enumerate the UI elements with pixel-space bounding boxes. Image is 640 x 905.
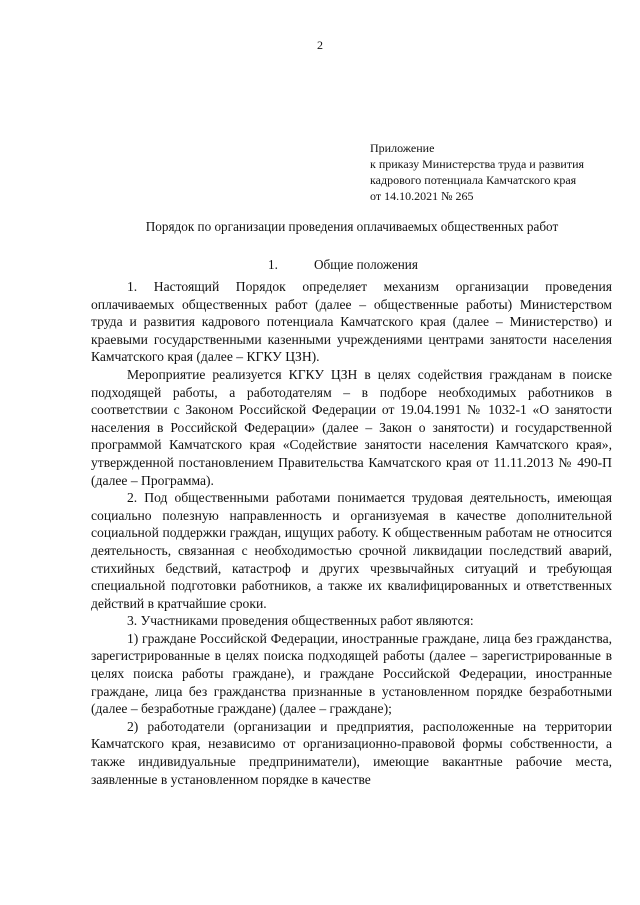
paragraph: 1. Настоящий Порядок определяет механизм организации проведения оплачиваемых общественных работ (далее – общественные работы) Министерством труда и развития кадрового потенциала Камчатского края (далее – Министерство) и краевыми государственными казенными учреждениями центрами занятости населения Камчатского края (далее – КГКУ ЦЗН).: [91, 279, 612, 365]
appendix-line: кадрового потенциала Камчатского края: [370, 173, 577, 187]
paragraph: 2) работодатели (организации и предприятия, расположенные на территории Камчатского края, независимо от организационно-правовой формы собственности, а также индивидуальные предприниматели), имеющие вакантные рабочие места, заявленные в установленном порядке в качестве: [91, 718, 612, 787]
appendix-block: [370, 140, 632, 204]
section-heading: [268, 257, 418, 273]
document-title: Порядок по организации проведения оплачиваемых общественных работ: [145, 219, 559, 234]
appendix-line: Приложение: [370, 141, 435, 155]
section-title: Общие положения: [314, 257, 418, 272]
appendix-line: к приказу Министерства труда и развития: [370, 157, 585, 171]
paragraph: 1) граждане Российской Федерации, иностранные граждане, лица без гражданства, зарегистрированные в целях поиска подходящей работы (далее – зарегистрированные в целях поиска работы граждане), и граждане Российской Федерации, иностранные граждане, лица без гражданства признанные в установленном порядке безработными (далее – безработные граждане) (далее – граждане);: [91, 630, 612, 717]
paragraph: Мероприятие реализуется КГКУ ЦЗН в целях содействия гражданам в поиске подходящей работы, а работодателям – в подборе необходимых работников в соответствии с Законом Российской Федерации от 19.04.1991 № 1032-1 «О занятости населения в Российской Федерации» (далее – Закон о занятости) и государственной программой Камчатского края «Содействие занятости населения Камчатского края», утвержденной постановлением Правительства Камчатского края от 11.11.2013 № 490-П (далее – Программа).: [91, 366, 612, 488]
body-text: [91, 278, 612, 788]
paragraph: 3. Участниками проведения общественных работ являются:: [127, 613, 474, 629]
section-number: 1.: [268, 257, 278, 272]
appendix-line: от 14.10.2021 № 265: [370, 189, 474, 203]
paragraph: 2. Под общественными работами понимается трудовая деятельность, имеющая социально полезную направленность и организуемая в качестве дополнительной социальной поддержки граждан, ищущих работу. К общественным работам не относится деятельность, связанная с необходимостью срочной ликвидации последствий аварий, стихийных бедствий, катастроф и других чрезвычайных ситуаций и требующая специальной подготовки работников, а также их квалифицированных и ответственных действий в кратчайшие сроки.: [91, 490, 612, 611]
page-number: 2: [317, 38, 323, 52]
